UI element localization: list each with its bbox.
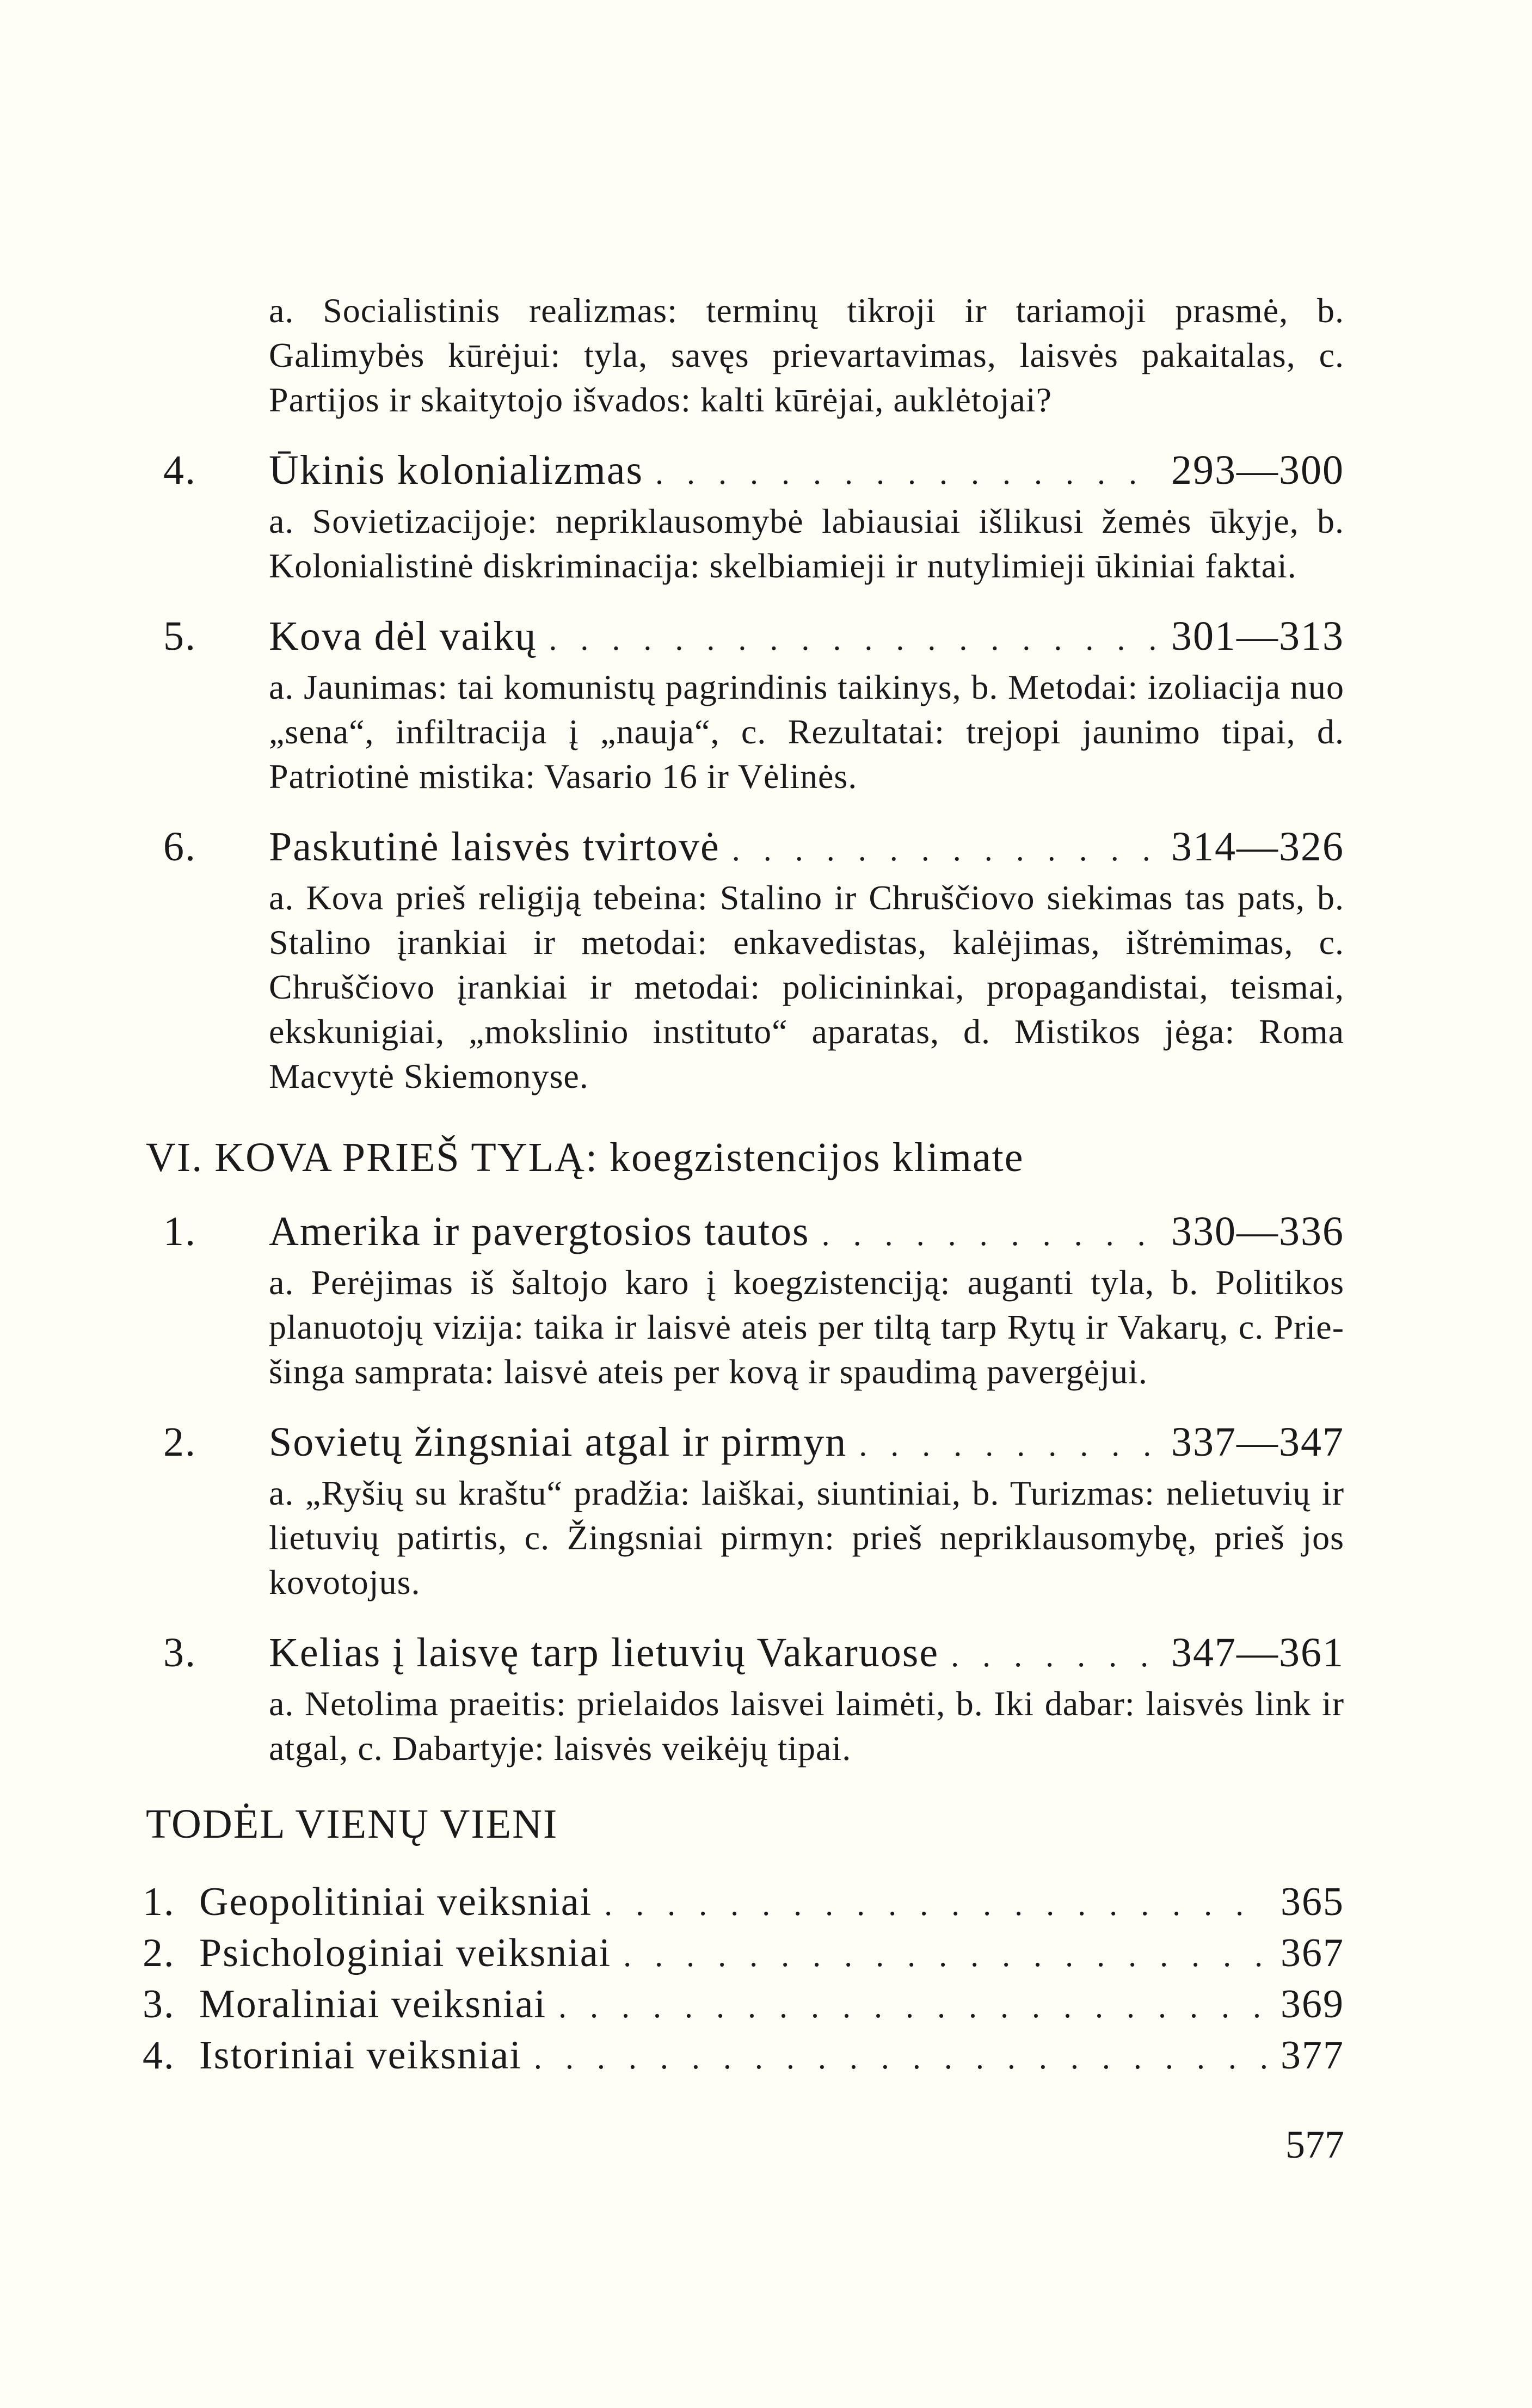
entry-number: 2. — [163, 1419, 196, 1465]
dot-leader — [623, 1931, 1269, 1980]
entry-pages: 377 — [1281, 2033, 1344, 2078]
entry-title: Ūkinis kolonializmas — [269, 447, 644, 493]
toc-block — [143, 821, 1344, 1099]
section-heading: VI. KOVA PRIEŠ TYLĄ: koegzistencijos klimate — [146, 1135, 1024, 1180]
dot-leader — [732, 823, 1159, 876]
dot-leader — [558, 1982, 1269, 2031]
entry-summary: a. Netolima praeitis: prielaidos laisvei laimėti, b. Iki dabar: laisvės link ir atgal, c. Dabartyje: laisvės veikėjų tipai. — [269, 1684, 1344, 1767]
entry-title: Psichologiniai veiksniai — [199, 1931, 612, 1975]
entry-summary: a. Perėjimas iš šaltojo karo į koegzistenciją: auganti tyla, b. Politikos planuotojų vizija: taika ir laisvė ateis per tiltą tarp Rytų ir Vakarų, c. Prie-šinga samprata: laisvė ateis per kovą ir spaudimą pavergėjui. — [269, 1263, 1344, 1391]
continued-block — [143, 288, 1344, 422]
dot-leader — [604, 1880, 1269, 1929]
entry-pages: 314—326 — [1171, 824, 1344, 870]
dot-leader — [534, 2033, 1269, 2082]
toc-entry[interactable] — [163, 610, 1344, 665]
entry-number: 4. — [163, 447, 196, 493]
entry-summary: a. Jaunimas: tai komunistų pagrindinis taikinys, b. Metodai: izoliacija nuo „sena“, infiltracija į „nauja“, c. Rezultatai: trejopi jaunimo tipai, d. Patriotinė mistika: Vasario 16 ir Vėlinės. — [269, 668, 1344, 796]
entry-title: Sovietų žingsniai atgal ir pirmyn — [269, 1419, 847, 1465]
conclusion-heading: TODĖL VIENŲ VIENI — [146, 1801, 558, 1847]
toc-entry[interactable] — [163, 1205, 1344, 1260]
entry-pages: 347—361 — [1171, 1630, 1344, 1676]
entry-pages: 301—313 — [1171, 613, 1344, 659]
page-number: 577 — [1285, 2123, 1344, 2166]
toc-block — [143, 444, 1344, 588]
toc-entry[interactable] — [143, 2031, 1344, 2082]
dot-leader — [655, 447, 1159, 499]
entry-title: Amerika ir pavergtosios tautos — [269, 1209, 810, 1254]
toc-entry[interactable] — [163, 821, 1344, 876]
entry-title: Moraliniai veiksniai — [199, 1982, 547, 2027]
toc-block — [143, 610, 1344, 799]
entry-summary: a. Sovietizacijoje: nepriklausomybė labiausiai išlikusi žemės ūkyje, b. Kolonialistinė diskriminacija: skelbiamieji ir nutylimieji ūkiniai faktai. — [269, 502, 1344, 585]
toc-block — [143, 1627, 1344, 1771]
entry-number: 1. — [163, 1209, 196, 1254]
entry-pages: 293—300 — [1171, 447, 1344, 493]
entry-pages: 365 — [1281, 1880, 1344, 1924]
dot-leader — [859, 1419, 1159, 1471]
entry-title: Kelias į laisvę tarp lietuvių Vakaruose — [269, 1630, 939, 1676]
toc-entry[interactable] — [143, 1877, 1344, 1929]
entry-number: 3. — [163, 1630, 196, 1676]
toc-entry[interactable] — [163, 1627, 1344, 1682]
toc-entry[interactable] — [143, 1980, 1344, 2031]
entry-number: 4. — [143, 2033, 175, 2078]
dot-leader — [822, 1208, 1159, 1260]
entry-number: 1. — [143, 1880, 175, 1924]
toc-block — [143, 1205, 1344, 1394]
dot-leader — [549, 613, 1159, 665]
toc-page — [143, 288, 1344, 2169]
toc-entry[interactable] — [143, 1929, 1344, 1980]
toc-entry[interactable] — [163, 444, 1344, 499]
entry-number: 3. — [143, 1982, 175, 2027]
entry-pages: 367 — [1281, 1931, 1344, 1975]
entry-number: 6. — [163, 824, 196, 870]
entry-title: Paskutinė laisvės tvirtovė — [269, 824, 720, 870]
entry-number: 2. — [143, 1931, 175, 1975]
entry-summary: a. „Ryšių su kraštu“ pradžia: laiškai, siuntiniai, b. Turizmas: nelietuvių ir lietuvių patirtis, c. Žingsniai pirmyn: prieš nepriklausomybę, prieš jos kovotojus. — [269, 1474, 1344, 1602]
entry-title: Kova dėl vaikų — [269, 613, 537, 659]
toc-block — [143, 1416, 1344, 1605]
toc-entry[interactable] — [163, 1416, 1344, 1471]
entry-summary: a. Kova prieš religiją tebeina: Stalino ir Chruščiovo siekimas tas pats, b. Stalino įrankiai ir metodai: enkavedistas, kalėjimas, ištrėmimas, c. Chruščiovo įrankiai ir metodai: policininkai, propagandistai, teismai, ekskunigiai, „mokslinio instituto“ aparatas, d. Mistikos jėga: Roma Macvytė Skiemonyse. — [269, 878, 1344, 1095]
entry-pages: 337—347 — [1171, 1419, 1344, 1465]
entry-number: 5. — [163, 613, 196, 659]
entry-title: Istoriniai veiksniai — [199, 2033, 522, 2078]
entry-pages: 369 — [1281, 1982, 1344, 2027]
entry-title: Geopolitiniai veiksniai — [199, 1880, 593, 1924]
entry-pages: 330—336 — [1171, 1209, 1344, 1254]
continued-summary: a. Socialistinis realizmas: terminų tikroji ir tariamoji prasmė, b. Galimybės kūrėjui: tyla, savęs prievartavimas, laisvės pakaitalas, c. Partijos ir skaitytojo išvados: kalti kūrėjai, auklėtojai? — [269, 291, 1344, 419]
dot-leader — [951, 1629, 1159, 1682]
